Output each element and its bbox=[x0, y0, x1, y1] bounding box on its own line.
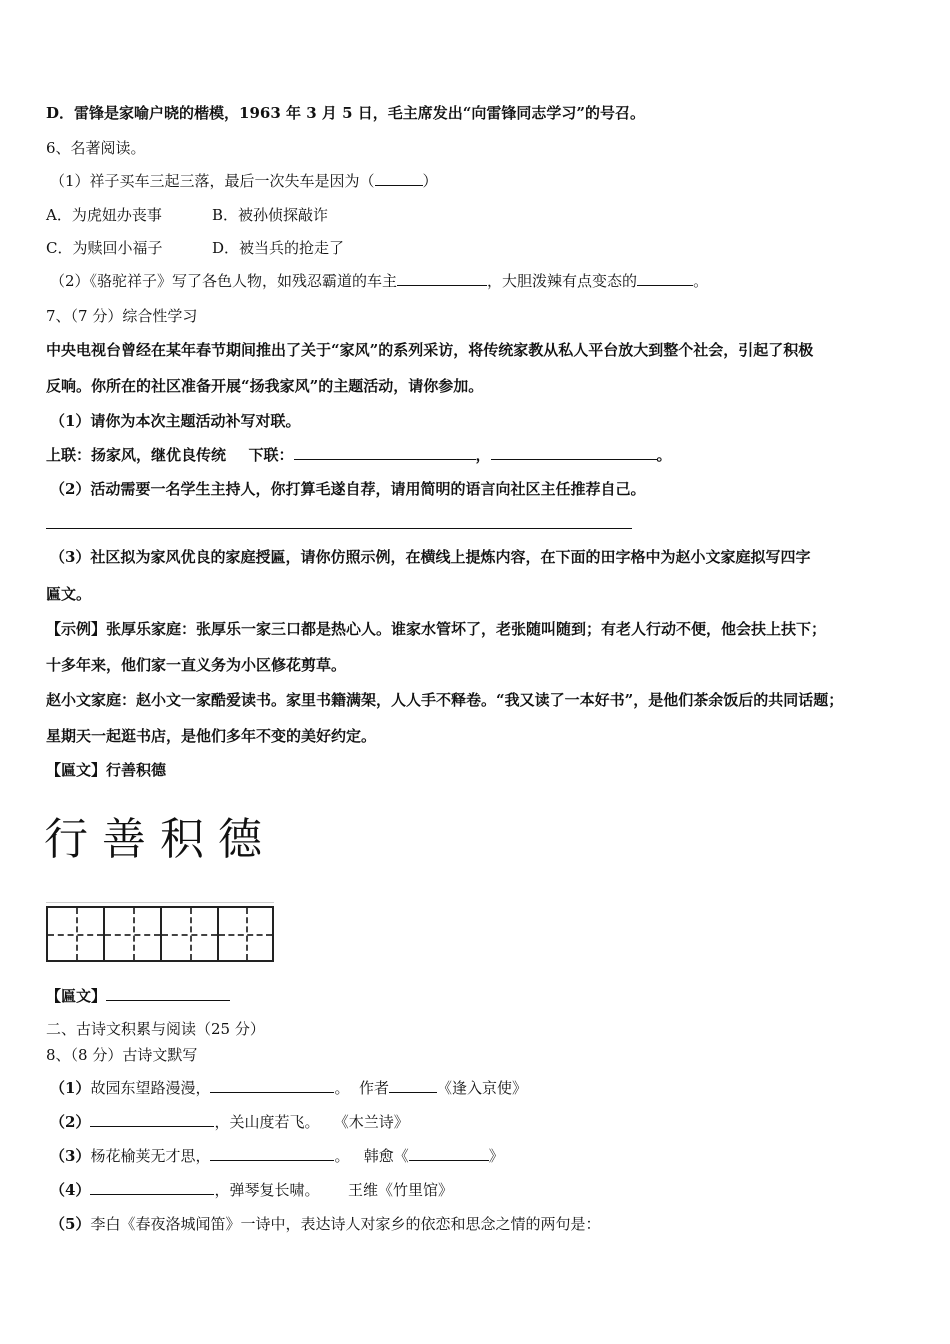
q8-item-3-blank[interactable] bbox=[210, 1146, 334, 1161]
q8-item-3-after: 。 韩愈《 bbox=[334, 1147, 409, 1165]
q6-sub1-text: （1）祥子买车三起三落，最后一次失车是因为（ bbox=[50, 172, 375, 190]
example-line1: 【示例】张厚乐家庭：张厚乐一家三口都是热心人。谁家水管坏了，老张随叫随到；有老人行动不便，他会扶上扶下； bbox=[46, 620, 827, 638]
q7-sub2-answer-line[interactable] bbox=[46, 528, 632, 529]
plaque-calligraphy: 行善积德 bbox=[44, 814, 276, 865]
q7-sub1-prompt: （1）请你为本次主题活动补写对联。 bbox=[50, 412, 301, 430]
q6-sub2-blank-2[interactable] bbox=[637, 271, 693, 286]
example-line2: 十多年来，他们家一直义务为小区修花剪草。 bbox=[46, 656, 347, 674]
q8-item-4 bbox=[50, 1180, 453, 1200]
q6-sub2-part3: 。 bbox=[693, 272, 709, 290]
q7-sub3-prompt-line1: （3）社区拟为家风优良的家庭授匾，请你仿照示例，在横线上提炼内容，在下面的田字格中为赵小文家庭拟写四字 bbox=[50, 548, 811, 566]
q8-item-3-close: 》 bbox=[488, 1147, 504, 1165]
q7-sub3-prompt-line2: 匾文。 bbox=[46, 585, 92, 603]
q6-sub2-part1: （2）《骆驼祥子》写了各色人物，如残忍霸道的车主 bbox=[50, 272, 398, 290]
couplet-upper: 上联：扬家风，继优良传统 bbox=[46, 446, 227, 464]
q6-sub2-part2: ，大胆泼辣有点变态的 bbox=[487, 272, 638, 290]
q7-intro-line1: 中央电视台曾经在某年春节期间推出了关于“家风”的系列采访，将传统家教从私人平台放大到整个社会，引起了积极 bbox=[46, 341, 814, 359]
couplet-comma: ， bbox=[475, 446, 491, 464]
couplet-lower-blank-1[interactable] bbox=[294, 445, 476, 460]
section2-title: 二、古诗文积累与阅读（25 分） bbox=[46, 1020, 265, 1038]
q8-item-2-after: ，关山度若飞。 《木兰诗》 bbox=[214, 1113, 409, 1131]
q8-item-4-blank[interactable] bbox=[90, 1180, 214, 1195]
q8-item-3-num: （3） bbox=[50, 1147, 91, 1165]
q5-option-d bbox=[46, 103, 645, 123]
couplet-lower-label: 下联： bbox=[248, 446, 294, 464]
q8-item-1 bbox=[50, 1078, 527, 1098]
q6-option-c: C．为赎回小福子 bbox=[46, 239, 163, 257]
q8-item-1-num: （1） bbox=[50, 1079, 91, 1097]
q8-item-3 bbox=[50, 1146, 504, 1166]
q7-title: 7、（7 分）综合性学习 bbox=[46, 307, 198, 325]
q6-option-d: D．被当兵的抢走了 bbox=[212, 239, 345, 257]
q8-item-1-before: 故园东望路漫漫， bbox=[90, 1079, 211, 1097]
q8-item-5 bbox=[50, 1214, 600, 1234]
q6-sub2-blank-1[interactable] bbox=[397, 271, 487, 286]
q8-item-1-title: 《逢入京使》 bbox=[437, 1079, 528, 1097]
q8-item-5-num: （5） bbox=[50, 1215, 91, 1233]
q8-item-4-after: ，弹琴复长啸。 王维《竹里馆》 bbox=[214, 1181, 454, 1199]
q8-item-2 bbox=[50, 1112, 409, 1132]
tianzige-cell-4[interactable] bbox=[217, 906, 274, 962]
tianzige-grid bbox=[46, 902, 274, 966]
plaque-answer-label: 【匾文】 bbox=[46, 987, 107, 1005]
q8-item-3-before: 杨花榆荚无才思， bbox=[90, 1147, 211, 1165]
q6-options-row1 bbox=[46, 205, 328, 225]
q6-sub1-prompt bbox=[50, 171, 438, 191]
q8-item-1-blank[interactable] bbox=[210, 1078, 334, 1093]
q6-sub2 bbox=[50, 271, 708, 291]
q7-intro-line2: 反响。你所在的社区准备开展“扬我家风”的主题活动，请你参加。 bbox=[46, 377, 484, 395]
q7-couplet bbox=[46, 445, 672, 465]
tianzige-cell-2[interactable] bbox=[103, 906, 160, 962]
zhao-line1: 赵小文家庭：赵小文一家酷爱读书。家里书籍满架，人人手不释卷。“我又读了一本好书”，是他们茶余饭后的共同话题； bbox=[46, 691, 844, 709]
q6-sub1-paren: ） bbox=[422, 172, 438, 190]
plaque-answer bbox=[46, 986, 230, 1006]
q8-item-1-after: 。 作者 bbox=[334, 1079, 389, 1097]
q8-item-1-author-blank[interactable] bbox=[389, 1078, 437, 1093]
couplet-lower-blank-2[interactable] bbox=[491, 445, 657, 460]
q7-sub2-prompt: （2）活动需要一名学生主持人，你打算毛遂自荐，请用简明的语言向社区主任推荐自己。 bbox=[50, 480, 646, 498]
q6-options-row2 bbox=[46, 238, 344, 258]
q8-item-5-text: 李白《春夜洛城闻笛》一诗中，表达诗人对家乡的依恋和思念之情的两句是： bbox=[90, 1215, 601, 1233]
q6-sub1-blank[interactable] bbox=[375, 171, 423, 186]
q5-option-d-text: D．雷锋是家喻户晓的楷模，1963 年 3 月 5 日，毛主席发出“向雷锋同志学习”的号召。 bbox=[46, 104, 645, 122]
tianzige-cell-3[interactable] bbox=[160, 906, 217, 962]
q6-option-a: A．为虎妞办丧事 bbox=[46, 206, 162, 224]
q8-item-4-num: （4） bbox=[50, 1181, 91, 1199]
q8-title: 8、（8 分）古诗文默写 bbox=[46, 1046, 198, 1064]
q8-item-2-blank[interactable] bbox=[90, 1112, 214, 1127]
tianzige-cell-1[interactable] bbox=[46, 906, 103, 962]
q8-item-3-title-blank[interactable] bbox=[409, 1146, 489, 1161]
q6-option-b: B．被孙侦探敲诈 bbox=[212, 206, 329, 224]
couplet-period: 。 bbox=[656, 446, 672, 464]
q6-title: 6、名著阅读。 bbox=[46, 139, 146, 157]
q8-item-2-num: （2） bbox=[50, 1113, 91, 1131]
zhao-line2: 星期天一起逛书店，是他们多年不变的美好约定。 bbox=[46, 727, 377, 745]
plaque-example-label: 【匾文】行善积德 bbox=[46, 761, 167, 779]
plaque-answer-blank[interactable] bbox=[106, 986, 230, 1001]
